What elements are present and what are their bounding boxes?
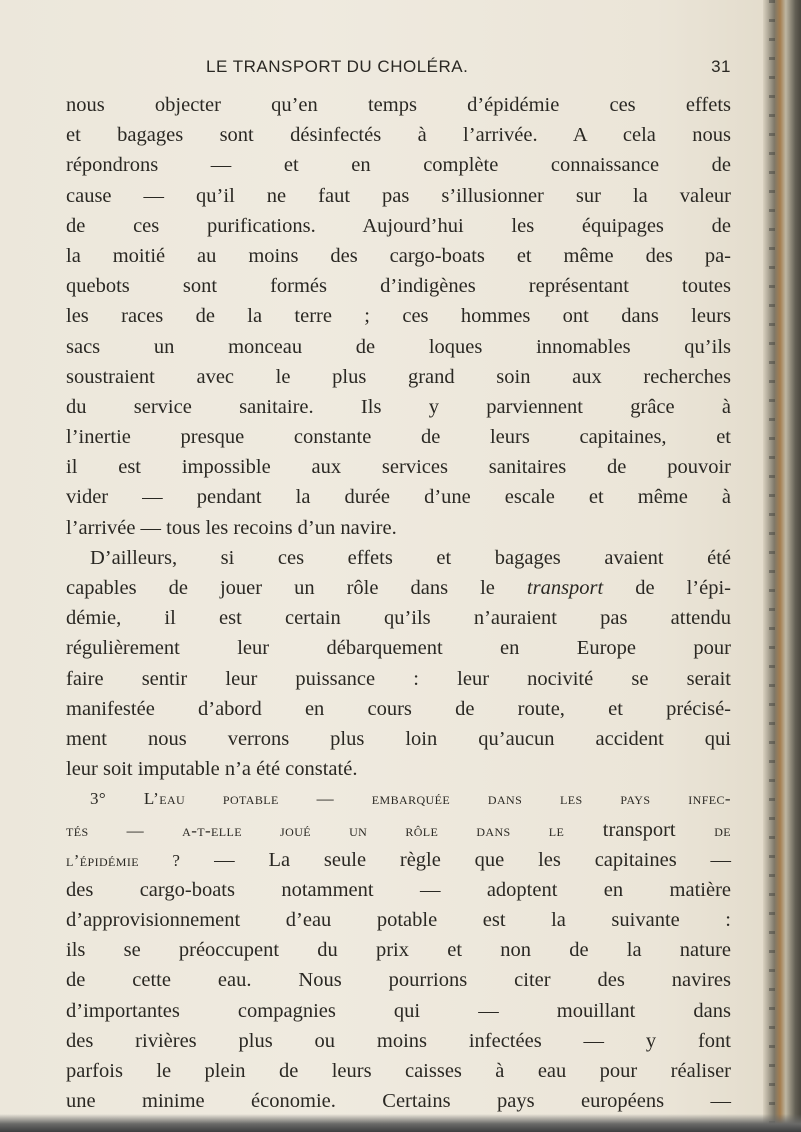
text-line xyxy=(66,815,731,845)
text-line: des cargo-boats notamment — adoptent en matière xyxy=(66,878,731,901)
text-line xyxy=(66,573,731,603)
text-fragment: — La seule règle que les capitaines — xyxy=(214,848,732,871)
text-line: d’approvisionnement d’eau potable est la suivante : xyxy=(66,909,731,932)
text-line: sacs un monceau de loques innomables qu’ils xyxy=(66,335,731,358)
body-text xyxy=(66,90,731,1116)
text-fragment: de l’épi- xyxy=(635,577,731,599)
running-title: LE TRANSPORT DU CHOLÉRA. xyxy=(206,57,469,76)
text-line: une minime économie. Certains pays européens — xyxy=(66,1090,731,1113)
text-line: manifestée d’abord en cours de route, et précisé- xyxy=(66,697,731,720)
text-line: les races de la terre ; ces hommes ont dans leurs xyxy=(66,305,731,328)
text-line: d’importantes compagnies qui — mouillant dans xyxy=(66,999,731,1022)
page-number: 31 xyxy=(711,57,731,76)
text-line: régulièrement leur débarquement en Europe pour xyxy=(66,637,731,660)
text-line: soustraient avec le plus grand soin aux recherches xyxy=(66,365,731,388)
text-line: l’arrivée — tous les recoins d’un navire. xyxy=(66,516,397,539)
text-line: la moitié au moins des cargo-boats et même des pa- xyxy=(66,244,731,267)
book-fore-edge xyxy=(763,0,801,1132)
text-line: démie, il est certain qu’ils n’auraient pas attendu xyxy=(66,607,731,630)
heading-term: transport xyxy=(602,818,676,841)
text-line: nous objecter qu’en temps d’épidémie ces effets xyxy=(66,94,731,116)
text-line: il est impossible aux services sanitaires de pouvoir xyxy=(66,456,731,479)
text-line: vider — pendant la durée d’une escale et même à xyxy=(66,486,731,509)
text-line: D’ailleurs, si ces effets et bagages avaient été xyxy=(90,546,731,569)
text-line: parfois le plein de leurs caisses à eau pour réaliser xyxy=(66,1060,731,1082)
text-line xyxy=(66,845,731,875)
text-fragment: capables de jouer un rôle dans le xyxy=(66,577,495,599)
text-line: leur soit imputable n’a été constaté. xyxy=(66,758,358,781)
text-line: de cette eau. Nous pourrions citer des navires xyxy=(66,969,731,992)
text-line: l’inertie presque constante de leurs capitaines, et xyxy=(66,426,731,449)
text-line: ment nous verrons plus loin qu’aucun accident qui xyxy=(66,727,731,750)
text-line: faire sentir leur puissance : leur nocivité se serait xyxy=(66,667,731,690)
scan-bottom-shadow xyxy=(0,1114,801,1132)
text-line: et bagages sont désinfectés à l’arrivée. A cela nous xyxy=(66,124,731,147)
text-line: du service sanitaire. Ils y parviennent grâce à xyxy=(66,395,731,418)
italic-term: transport xyxy=(526,577,604,599)
section-heading-fragment: de xyxy=(714,820,731,840)
text-line: répondrons — et en complète connaissance de xyxy=(66,154,731,177)
section-heading-fragment: l’épidémie ? xyxy=(66,850,181,870)
text-line: quebots sont formés d’indigènes représentant toutes xyxy=(66,275,731,298)
section-heading-fragment: tés — a-t-elle joué un rôle dans le xyxy=(66,820,565,840)
running-header xyxy=(66,57,731,83)
section-heading-line: 3° L’eau potable — embarquée dans les pays infec- xyxy=(90,789,731,809)
text-line: cause — qu’il ne faut pas s’illusionner sur la valeur xyxy=(66,184,731,207)
text-line: de ces purifications. Aujourd’hui les équipages de xyxy=(66,214,731,237)
text-line: ils se préoccupent du prix et non de la nature xyxy=(66,939,731,962)
text-line: des rivières plus ou moins infectées — y font xyxy=(66,1029,731,1052)
